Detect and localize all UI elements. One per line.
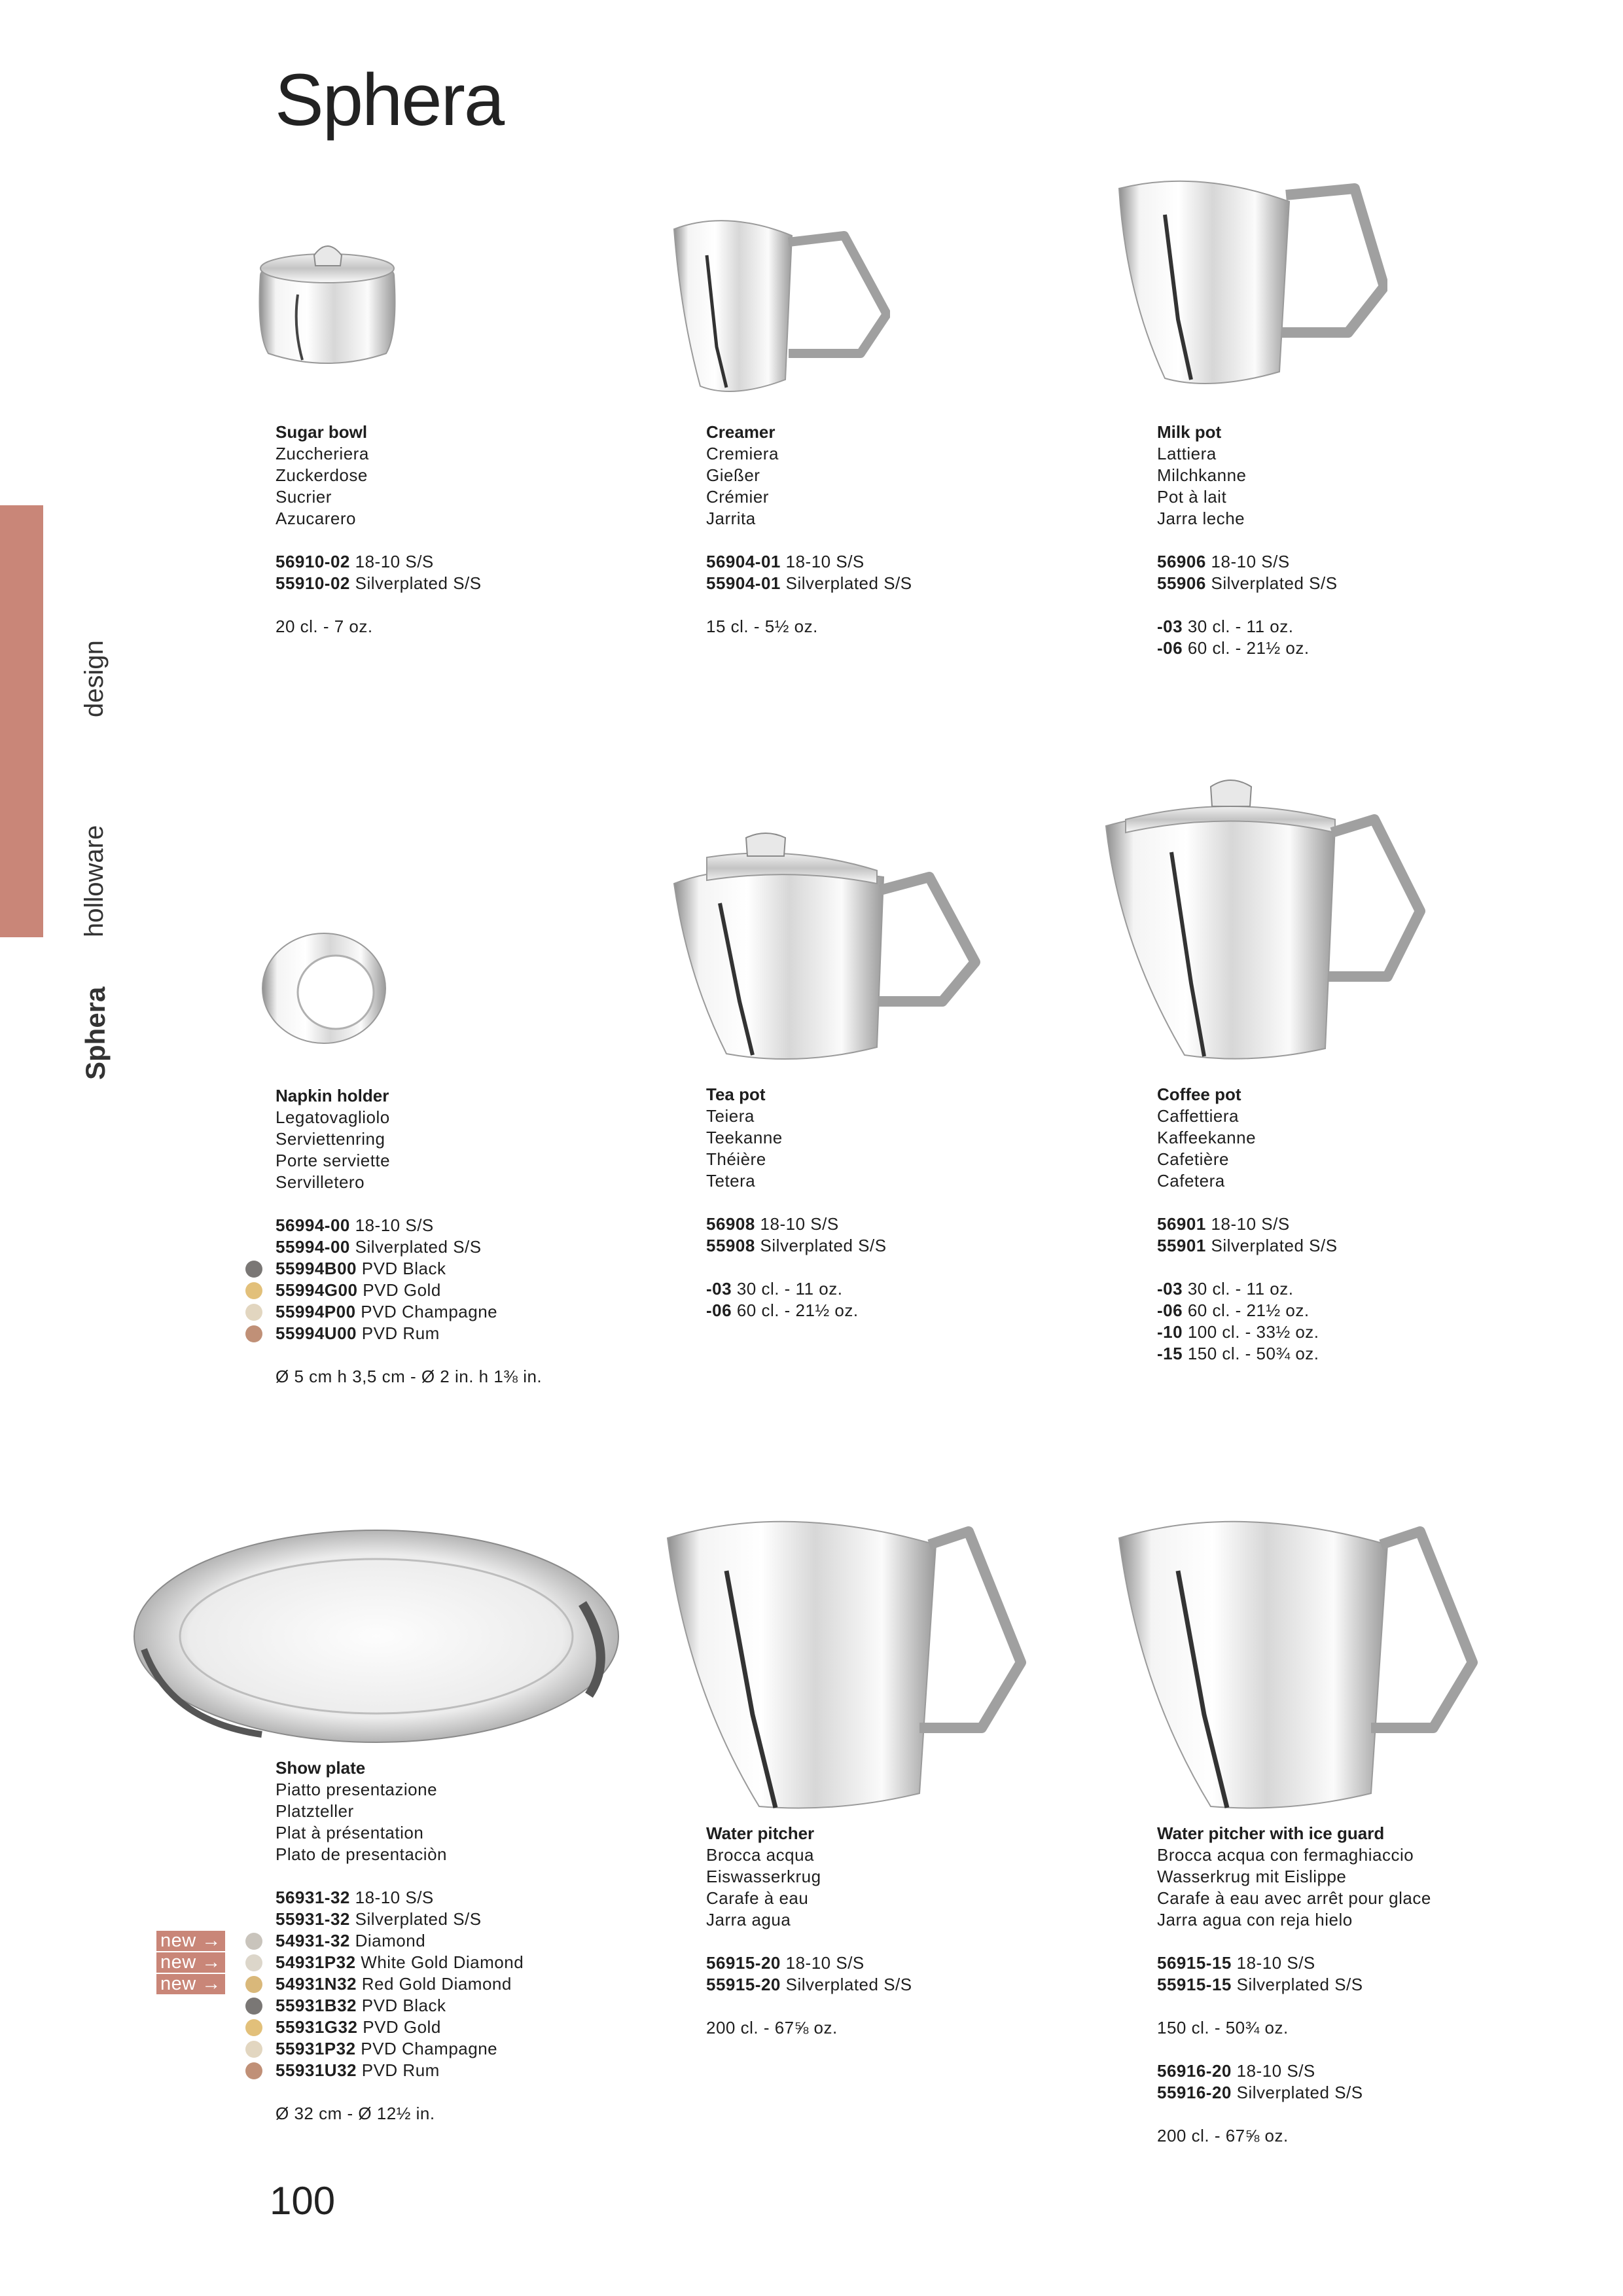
product-code-desc: Silverplated S/S [1236,1975,1363,1994]
product-code-desc: 18-10 S/S [1211,552,1290,571]
product-size: Ø 5 cm h 3,5 cm - Ø 2 in. h 1⅜ in. [276,1367,543,1386]
product-code-row [276,573,668,594]
product-size-row [1157,616,1550,637]
product-translation: Gießer [706,465,760,485]
product-coffee-pot [1157,1084,1550,1365]
product-name: Show plate [276,1758,366,1778]
product-code: 55901 [1157,1236,1206,1255]
product-size: 150 cl. - 50¾ oz. [1187,1344,1319,1363]
product-code-row [1157,551,1550,573]
sidebar-section: design [80,640,109,717]
product-name: Napkin holder [276,1086,389,1105]
product-translation: Jarra agua con reja hielo [1157,1910,1353,1929]
product-code-row [276,2060,668,2081]
product-code-desc: 18-10 S/S [1236,2061,1315,2081]
product-code: 55994G00 [276,1280,358,1300]
product-code-row [276,1215,668,1236]
product-translation: Cremiera [706,444,779,463]
product-milk-pot [1157,422,1550,659]
product-code-desc: Silverplated S/S [355,1909,482,1929]
product-size-row [706,1278,1099,1300]
product-code-desc: Silverplated S/S [1211,573,1338,593]
product-code-row [276,1301,668,1323]
product-code: 55931B32 [276,1996,357,2015]
product-size: 60 cl. - 21½ oz. [1187,638,1310,658]
product-code-desc: 18-10 S/S [355,1215,434,1235]
product-translation: Milchkanne [1157,465,1247,485]
product-code-desc: Silverplated S/S [785,1975,912,1994]
product-code-row [706,1952,1099,1974]
product-code: 54931N32 [276,1974,357,1994]
product-size: 30 cl. - 11 oz. [1187,1279,1294,1299]
product-name: Creamer [706,422,776,442]
product-size-row [1157,1278,1550,1300]
product-translation: Crémier [706,487,769,507]
product-code-desc: 18-10 S/S [355,1888,434,1907]
product-code: 56908 [706,1214,755,1234]
product-code-row [276,551,668,573]
product-name: Milk pot [1157,422,1222,442]
product-size-row [1157,637,1550,659]
product-size: 150 cl. - 50¾ oz. [1157,2018,1289,2037]
product-code: 55915-15 [1157,1975,1232,1994]
product-code: 55908 [706,1236,755,1255]
product-translation: Kaffeekanne [1157,1128,1257,1147]
product-code-desc: PVD Gold [363,2017,441,2037]
product-translation: Théière [706,1149,766,1169]
product-translation: Porte serviette [276,1151,391,1170]
sidebar-brand: Sphera [80,986,111,1080]
product-code-row [706,551,1099,573]
size-code: -03 [1157,1279,1183,1299]
product-code-row [1157,2082,1550,2104]
finish-swatch-rum [245,2062,262,2079]
product-code: 55994-00 [276,1237,350,1257]
new-badge: new → [156,1931,225,1951]
product-code-row [276,1995,668,2017]
product-translation: Teekanne [706,1128,783,1147]
product-translation: Legatovagliolo [276,1107,390,1127]
size-code: -03 [706,1279,732,1299]
new-badge: new → [156,1974,225,1994]
finish-swatch-black [245,1998,262,2015]
product-code-row [706,1235,1099,1257]
product-code-row [706,1974,1099,1996]
size-code: -06 [1157,1300,1183,1320]
product-size-row [1157,1321,1550,1343]
product-size: Ø 32 cm - Ø 12½ in. [276,2104,435,2123]
product-translation: Cafetière [1157,1149,1229,1169]
product-code-desc: Silverplated S/S [785,573,912,593]
new-badge: new → [156,1952,225,1973]
product-size: 30 cl. - 11 oz. [736,1279,843,1299]
finish-swatch-rum [245,1325,262,1342]
product-water-pitcher [706,1823,1099,2039]
product-code-desc: PVD Gold [363,1280,441,1300]
product-code: 55931G32 [276,2017,358,2037]
product-translation: Jarrita [706,509,756,528]
finish-swatch-red-gold [245,1976,262,1993]
product-code: 56916-20 [1157,2061,1232,2081]
product-code-row [1157,1974,1550,1996]
product-code-row [1157,573,1550,594]
product-code-desc: PVD Black [361,1996,446,2015]
sidebar-accent-bar [0,505,43,937]
product-code-row [1157,1213,1550,1235]
product-code-row [276,1887,668,1909]
product-translation: Eiswasserkrug [706,1867,821,1886]
product-code: 55910-02 [276,573,350,593]
product-code-desc: Silverplated S/S [355,1237,482,1257]
product-water-pitcher-ice-guard [1157,1823,1550,2147]
product-creamer [706,422,1099,637]
page-number: 100 [270,2179,336,2223]
product-translation: Plato de presentaciòn [276,1844,448,1864]
product-code: 55906 [1157,573,1206,593]
product-translation: Jarra agua [706,1910,791,1929]
product-code-row [276,1258,668,1280]
product-translation: Lattiera [1157,444,1217,463]
product-size: 200 cl. - 67⅝ oz. [706,2018,838,2037]
product-code-row [276,1280,668,1301]
product-translation: Carafe à eau avec arrêt pour glace [1157,1888,1431,1908]
product-code-row [706,1213,1099,1235]
product-code: 55931-32 [276,1909,350,1929]
product-code-desc: Silverplated S/S [1211,1236,1338,1255]
product-translation: Plat à présentation [276,1823,424,1842]
product-code-row [706,573,1099,594]
product-code: 56904-01 [706,552,781,571]
water-pitcher-image [661,1505,1027,1813]
product-code-desc: 18-10 S/S [760,1214,839,1234]
product-code-desc: Red Gold Diamond [361,1974,512,1994]
product-code-row [276,2038,668,2060]
product-translation: Serviettenring [276,1129,385,1149]
product-code-desc: 18-10 S/S [785,1953,865,1973]
product-code-desc: PVD Rum [361,2060,440,2080]
product-code-desc: 18-10 S/S [785,552,865,571]
product-code: 54931-32 [276,1931,350,1950]
size-code: -15 [1157,1344,1183,1363]
size-code: -06 [706,1300,732,1320]
product-code-row [160,1952,668,1973]
product-code-row [160,1930,668,1952]
product-code-row [1157,1235,1550,1257]
product-code: 56901 [1157,1214,1206,1234]
product-name: Sugar bowl [276,422,368,442]
product-code-desc: 18-10 S/S [355,552,434,571]
creamer-image [668,216,890,399]
napkin-holder-image [259,929,389,1047]
product-size-row [706,1300,1099,1321]
product-code-desc: PVD Champagne [361,2039,498,2058]
product-translation: Pot à lait [1157,487,1227,507]
product-code: 55915-20 [706,1975,781,1994]
product-translation: Sucrier [276,487,332,507]
product-code: 56994-00 [276,1215,350,1235]
product-show-plate [160,1757,668,2125]
product-translation: Teiera [706,1106,755,1126]
sidebar-category: holloware [80,825,109,937]
product-code: 55931U32 [276,2060,357,2080]
product-code-desc: Silverplated S/S [1236,2083,1363,2102]
coffee-pot-image [1099,774,1427,1062]
product-code: 55994B00 [276,1259,357,1278]
product-code: 55994U00 [276,1323,357,1343]
product-code-desc: Silverplated S/S [355,573,482,593]
product-translation: Zuckerdose [276,465,368,485]
size-code: -03 [1157,617,1183,636]
product-translation: Zuccheriera [276,444,369,463]
product-translation: Jarra leche [1157,509,1245,528]
product-code-row [276,1323,668,1344]
product-translation: Brocca acqua con fermaghiaccio [1157,1845,1414,1865]
product-code: 55916-20 [1157,2083,1232,2102]
page-title: Sphera [275,59,504,141]
product-translation: Tetera [706,1171,756,1191]
product-code-desc: PVD Rum [361,1323,440,1343]
product-tea-pot [706,1084,1099,1321]
sugar-bowl-image [255,229,399,386]
product-size: 20 cl. - 7 oz. [276,617,373,636]
product-code: 55994P00 [276,1302,356,1321]
product-code: 56910-02 [276,552,350,571]
product-code-desc: White Gold Diamond [361,1952,524,1972]
product-name: Water pitcher [706,1823,815,1843]
product-size: 60 cl. - 21½ oz. [1187,1300,1310,1320]
product-code-desc: Silverplated S/S [760,1236,887,1255]
product-name: Tea pot [706,1085,766,1104]
product-translation: Cafetera [1157,1171,1225,1191]
product-size: 200 cl. - 67⅝ oz. [1157,2126,1289,2145]
product-code-row [276,1236,668,1258]
product-code-desc: 18-10 S/S [1211,1214,1290,1234]
product-translation: Servilletero [276,1172,365,1192]
product-name: Coffee pot [1157,1085,1241,1104]
finish-swatch-champagne [245,2041,262,2058]
product-code: 55904-01 [706,573,781,593]
product-translation: Wasserkrug mit Eislippe [1157,1867,1347,1886]
product-size: 60 cl. - 21½ oz. [736,1300,859,1320]
finish-swatch-gold [245,1282,262,1299]
finish-swatch-diamond [245,1933,262,1950]
product-code-row [1157,2060,1550,2082]
finish-swatch-gold [245,2019,262,2036]
product-code: 54931P32 [276,1952,356,1972]
size-code: -10 [1157,1322,1183,1342]
product-napkin-holder [276,1085,668,1388]
finish-swatch-champagne [245,1304,262,1321]
product-code: 56915-15 [1157,1953,1232,1973]
product-code-row [276,2017,668,2038]
finish-swatch-white-gold [245,1954,262,1971]
product-code: 55931P32 [276,2039,356,2058]
product-code: 56931-32 [276,1888,350,1907]
product-code-row [1157,1952,1550,1974]
product-code: 56915-20 [706,1953,781,1973]
product-size-row [1157,1343,1550,1365]
milk-pot-image [1113,175,1387,391]
product-sugar-bowl [276,422,668,637]
product-size-row [1157,1300,1550,1321]
product-code-row [160,1973,668,1995]
tea-pot-image [668,831,982,1067]
finish-swatch-black [245,1261,262,1278]
product-code-row [276,1909,668,1930]
product-size: 100 cl. - 33½ oz. [1187,1322,1319,1342]
product-code: 56906 [1157,552,1206,571]
product-translation: Carafe à eau [706,1888,809,1908]
product-code-desc: 18-10 S/S [1236,1953,1315,1973]
product-code-desc: Diamond [355,1931,426,1950]
product-code-desc: PVD Champagne [361,1302,498,1321]
product-size: 15 cl. - 5½ oz. [706,617,818,636]
product-translation: Caffettiera [1157,1106,1239,1126]
product-size: 30 cl. - 11 oz. [1187,617,1294,636]
show-plate-image [131,1525,622,1748]
product-translation: Piatto presentazione [276,1780,438,1799]
product-translation: Azucarero [276,509,356,528]
product-code-desc: PVD Black [361,1259,446,1278]
water-pitcher-ice-guard-image [1113,1505,1479,1813]
product-translation: Platzteller [276,1801,354,1821]
product-name: Water pitcher with ice guard [1157,1823,1385,1843]
size-code: -06 [1157,638,1183,658]
product-translation: Brocca acqua [706,1845,814,1865]
